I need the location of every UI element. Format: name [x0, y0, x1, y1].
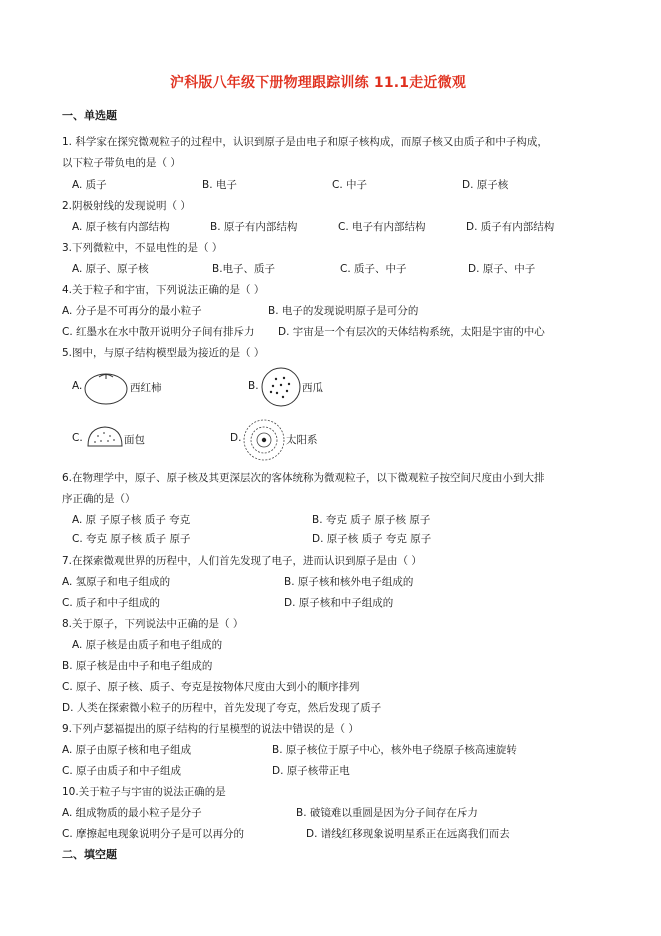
question-10-option-c[interactable]: C. 摩擦起电现象说明分子是可以再分的 [62, 828, 245, 840]
question-2-option-a[interactable]: A. 原子核有内部结构 [72, 221, 170, 233]
bread-figure [86, 424, 124, 448]
question-4-option-d[interactable]: D. 宇宙是一个有层次的天体结构系统，太阳是宇宙的中心 [278, 326, 545, 338]
question-5-stem: 5.图中，与原子结构模型最为接近的是（ ） [62, 347, 265, 359]
question-9-option-a[interactable]: A. 原子由原子核和电子组成 [62, 744, 192, 756]
question-8-option-b[interactable]: B. 原子核是由中子和电子组成的 [62, 660, 213, 672]
question-1-option-b[interactable]: B. 电子 [202, 179, 237, 191]
question-6-option-d[interactable]: D. 原子核 质子 夸克 原子 [312, 533, 432, 545]
question-5-option-b[interactable]: B. [248, 380, 259, 392]
question-4-stem: 4.关于粒子和宇宙，下列说法正确的是（ ） [62, 284, 265, 296]
question-4-option-b[interactable]: B. 电子的发现说明原子是可分的 [268, 305, 419, 317]
question-3-stem: 3.下列微粒中，不显电性的是（ ） [62, 242, 223, 254]
question-3-option-c[interactable]: C. 质子、中子 [340, 263, 407, 275]
question-7-option-a[interactable]: A. 氢原子和电子组成的 [62, 576, 171, 588]
question-8-option-d[interactable]: D. 人类在探索微小粒子的历程中，首先发现了夸克，然后发现了质子 [62, 702, 382, 714]
question-7-option-c[interactable]: C. 质子和中子组成的 [62, 597, 161, 609]
question-10-option-a[interactable]: A. 组成物质的最小粒子是分子 [62, 807, 202, 819]
question-6-stem-line-2: 序正确的是（） [62, 493, 136, 505]
question-3-option-a[interactable]: A. 原子、原子核 [72, 263, 149, 275]
section-heading-single-choice: 一、单选题 [62, 109, 117, 122]
question-5-option-a[interactable]: A. [72, 380, 83, 392]
question-10-option-d[interactable]: D. 谱线红移现象说明星系正在远离我们而去 [306, 828, 510, 840]
question-1-option-a[interactable]: A. 质子 [72, 179, 107, 191]
tomato-figure [84, 370, 130, 406]
question-7-option-d[interactable]: D. 原子核和中子组成的 [284, 597, 394, 609]
question-7-option-b[interactable]: B. 原子核和核外电子组成的 [284, 576, 414, 588]
question-6-option-a[interactable]: A. 原 子原子核 质子 夸克 [72, 514, 191, 526]
question-5-label-a: 西红柿 [130, 382, 162, 394]
page-title: 沪科版八年级下册物理跟踪训练 11.1走近微观 [170, 75, 467, 91]
question-1-stem-line-1: 1. 科学家在探究微观粒子的过程中，认识到原子是由电子和原子核构成，而原子核又由质子和中子构成， [62, 136, 548, 148]
question-8-stem: 8.关于原子，下列说法中正确的是（ ） [62, 618, 244, 630]
question-4-option-a[interactable]: A. 分子是不可再分的最小粒子 [62, 305, 202, 317]
question-1-option-c[interactable]: C. 中子 [332, 179, 368, 191]
question-5-label-b: 西瓜 [302, 382, 323, 394]
question-2-option-d[interactable]: D. 质子有内部结构 [466, 221, 555, 233]
question-10-option-b[interactable]: B. 破镜难以重圆是因为分子间存在斥力 [296, 807, 478, 819]
question-8-option-a[interactable]: A. 原子核是由质子和电子组成的 [72, 639, 223, 651]
question-5-option-c[interactable]: C. [72, 432, 83, 444]
section-heading-fill-blank: 二、填空题 [62, 848, 117, 861]
solar-system-figure [242, 418, 286, 462]
question-9-option-b[interactable]: B. 原子核位于原子中心，核外电子绕原子核高速旋转 [272, 744, 517, 756]
question-3-option-d[interactable]: D. 原子、中子 [468, 263, 536, 275]
question-6-stem-line-1: 6.在物理学中，原子、原子核及其更深层次的客体统称为微观粒子，以下微观粒子按空间尺度由小到大排 [62, 472, 545, 484]
question-2-option-b[interactable]: B. 原子有内部结构 [210, 221, 298, 233]
question-5-option-d[interactable]: D. [230, 432, 242, 444]
question-4-option-c[interactable]: C. 红墨水在水中散开说明分子间有排斥力 [62, 326, 255, 338]
question-9-stem: 9.下列卢瑟福提出的原子结构的行星模型的说法中错误的是（ ） [62, 723, 359, 735]
question-6-option-c[interactable]: C. 夸克 原子核 质子 原子 [72, 533, 191, 545]
question-7-stem: 7.在探索微观世界的历程中，人们首先发现了电子，进而认识到原子是由（ ） [62, 555, 422, 567]
question-3-option-b[interactable]: B.电子、质子 [212, 263, 276, 275]
question-9-option-c[interactable]: C. 原子由质子和中子组成 [62, 765, 182, 777]
question-1-stem-line-2: 以下粒子带负电的是（ ） [62, 157, 181, 169]
question-8-option-c[interactable]: C. 原子、原子核、质子、夸克是按物体尺度由大到小的顺序排列 [62, 681, 360, 693]
question-5-label-d: 太阳系 [286, 434, 318, 446]
question-2-stem: 2.阴极射线的发现说明（ ） [62, 200, 191, 212]
question-6-option-b[interactable]: B. 夸克 质子 原子核 原子 [312, 514, 431, 526]
question-5-label-c: 面包 [124, 434, 145, 446]
question-2-option-c[interactable]: C. 电子有内部结构 [338, 221, 426, 233]
question-1-option-d[interactable]: D. 原子核 [462, 179, 509, 191]
question-10-stem: 10.关于粒子与宇宙的说法正确的是 [62, 786, 226, 798]
watermelon-figure [260, 366, 302, 408]
question-9-option-d[interactable]: D. 原子核带正电 [272, 765, 350, 777]
